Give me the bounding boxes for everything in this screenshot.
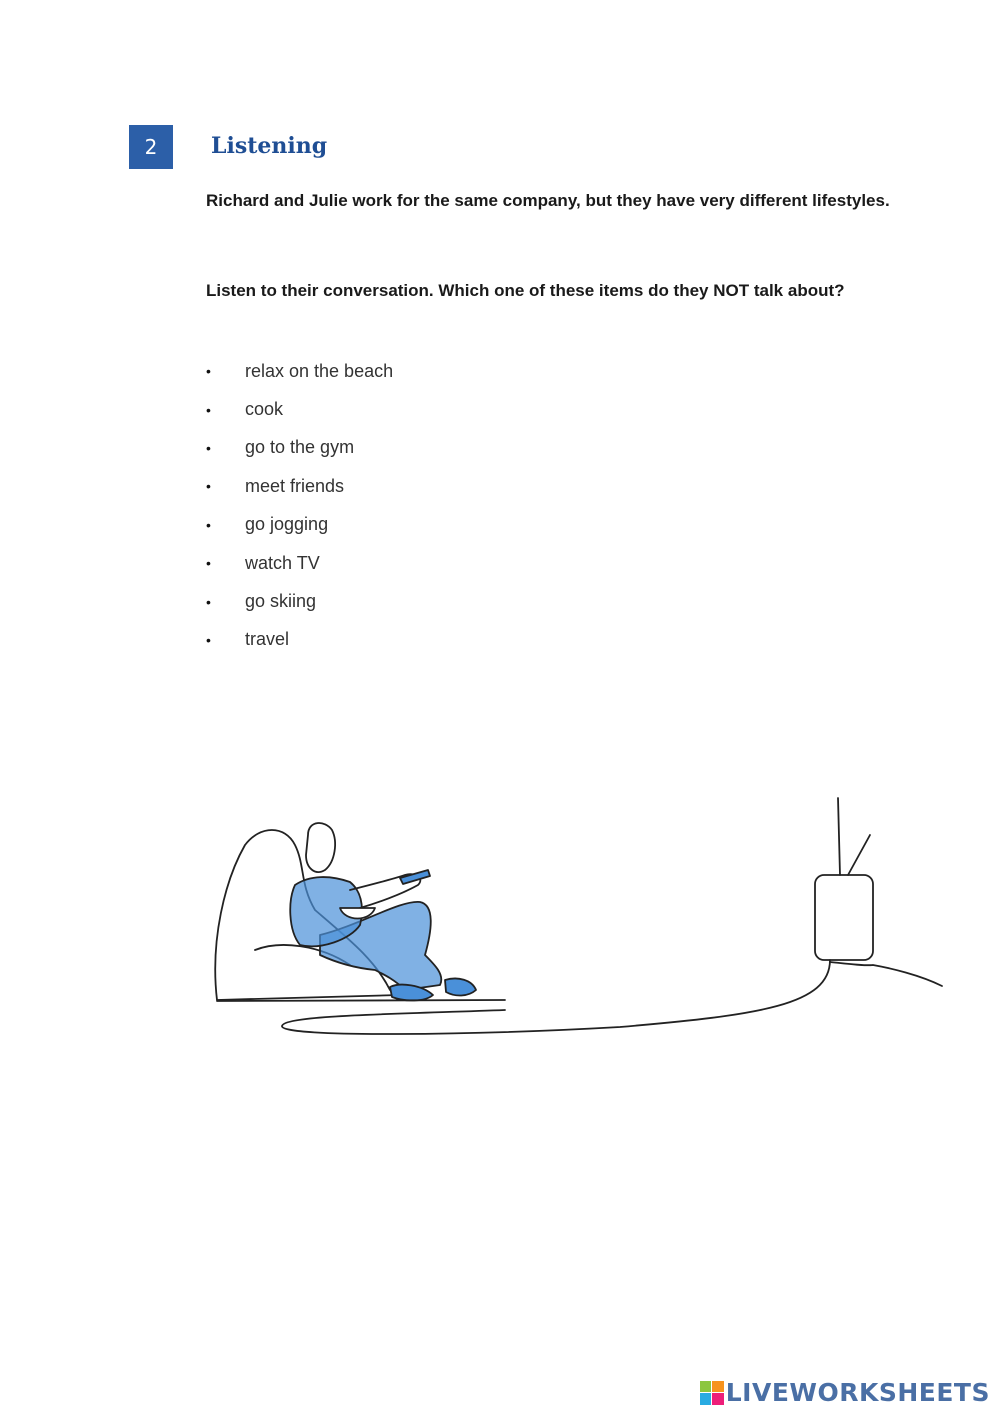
wall-corner-line [830,962,942,986]
bullet-icon: • [206,439,211,456]
list-item [206,544,393,582]
tv-icon [815,875,873,960]
brand-name: LIVEWORKSHEETS [725,1378,990,1407]
list-item-label: travel [245,629,290,650]
tv-antenna-icon [838,798,870,875]
head-outline [306,823,335,872]
list-item-label: go to the gym [245,437,355,458]
list-item-label: go jogging [245,514,329,535]
list-item-label: meet friends [245,475,345,496]
list-item [206,390,393,428]
list-item [206,429,393,467]
list-item [206,582,393,620]
intro-text: Richard and Julie work for the same company, but they have very different lifestyles. [206,191,890,210]
list-item-label: watch TV [245,552,320,573]
remote-icon [400,870,430,884]
floor-line [217,1000,505,1001]
list-item [206,621,393,659]
list-item-label: cook [245,399,284,420]
bullet-icon: • [206,631,211,648]
section-title: Listening [211,133,328,159]
shoe-right-icon [445,978,476,995]
list-item [206,467,393,505]
bullet-icon: • [206,478,211,495]
activity-list [206,352,393,659]
bullet-icon: • [206,363,211,380]
tv-cable [282,960,830,1034]
bullet-icon: • [206,555,211,572]
list-item [206,352,393,390]
bullet-icon: • [206,593,211,610]
list-item-label: relax on the beach [245,360,394,381]
list-item [206,506,393,544]
brand-mark-icon [700,1381,724,1405]
brand-logo [700,1378,990,1407]
person-watching-tv-illustration [200,790,960,1050]
bullet-icon: • [206,516,211,533]
question-text: Listen to their conversation. Which one of these items do they NOT talk about? [206,281,845,300]
section-number-badge: 2 [129,125,173,169]
bullet-icon: • [206,401,211,418]
list-item-label: go skiing [245,591,317,612]
